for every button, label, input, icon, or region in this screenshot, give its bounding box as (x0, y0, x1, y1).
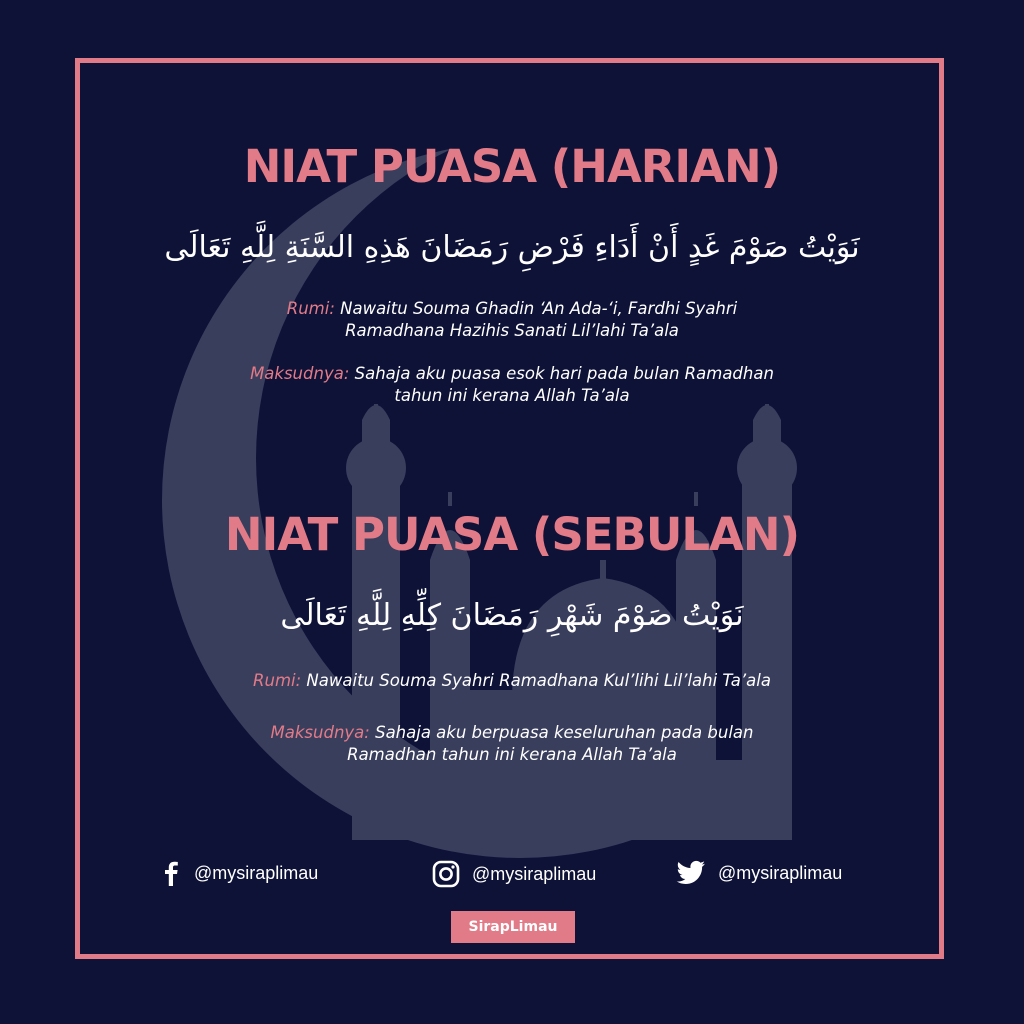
facebook-handle: @mysiraplimau (194, 862, 319, 883)
section-title-harian: NIAT PUASA (HARIAN) (243, 140, 781, 193)
arabic-text-harian: نَوَيْتُ صَوْمَ غَدٍ أَنْ أَدَاءِ فَرْضِ رَمَضَانَ هَذِهِ السَّنَةِ لِلَّهِ تَعَالَى (164, 230, 860, 265)
rumi-text-harian (0, 298, 1024, 342)
arabic-text-sebulan: نَوَيْتُ صَوْمَ شَهْرِ رَمَضَانَ كِلِّهِ لِلَّهِ تَعَالَى (280, 598, 744, 633)
rumi-line-1: Nawaitu Souma Ghadin ‘An Ada-‘i, Fardhi Syahri (340, 299, 738, 318)
meaning-line-1: Sahaja aku puasa esok hari pada bulan Ramadhan (354, 364, 774, 383)
logo-text: SirapLimau (468, 919, 558, 935)
instagram-icon (432, 860, 460, 888)
social-twitter[interactable] (676, 860, 842, 886)
meaning-label: Maksudnya: (270, 723, 370, 742)
facebook-icon (160, 860, 182, 886)
instagram-handle: @mysiraplimau (472, 863, 597, 884)
rumi-line-1: Nawaitu Souma Syahri Ramadhana Kul’lihi Lil’lahi Ta’ala (306, 671, 771, 690)
twitter-icon (676, 860, 706, 886)
section-title-sebulan: NIAT PUASA (SEBULAN) (224, 508, 800, 561)
rumi-line-2: Ramadhana Hazihis Sanati Lil’lahi Ta’ala (345, 321, 679, 340)
meaning-line-2: Ramadhan tahun ini kerana Allah Ta’ala (347, 745, 677, 764)
rumi-label: Rumi: (253, 671, 302, 690)
social-facebook[interactable] (160, 860, 318, 886)
meaning-line-1: Sahaja aku berpuasa keseluruhan pada bulan (375, 723, 754, 742)
twitter-handle: @mysiraplimau (718, 862, 843, 883)
siraplimau-logo[interactable] (451, 911, 575, 943)
rumi-label: Rumi: (286, 299, 335, 318)
rumi-text-sebulan (0, 670, 1024, 692)
meaning-label: Maksudnya: (250, 364, 350, 383)
meaning-text-sebulan (0, 722, 1024, 766)
social-instagram[interactable] (432, 860, 596, 888)
meaning-text-harian (0, 363, 1024, 407)
meaning-line-2: tahun ini kerana Allah Ta’ala (394, 386, 630, 405)
